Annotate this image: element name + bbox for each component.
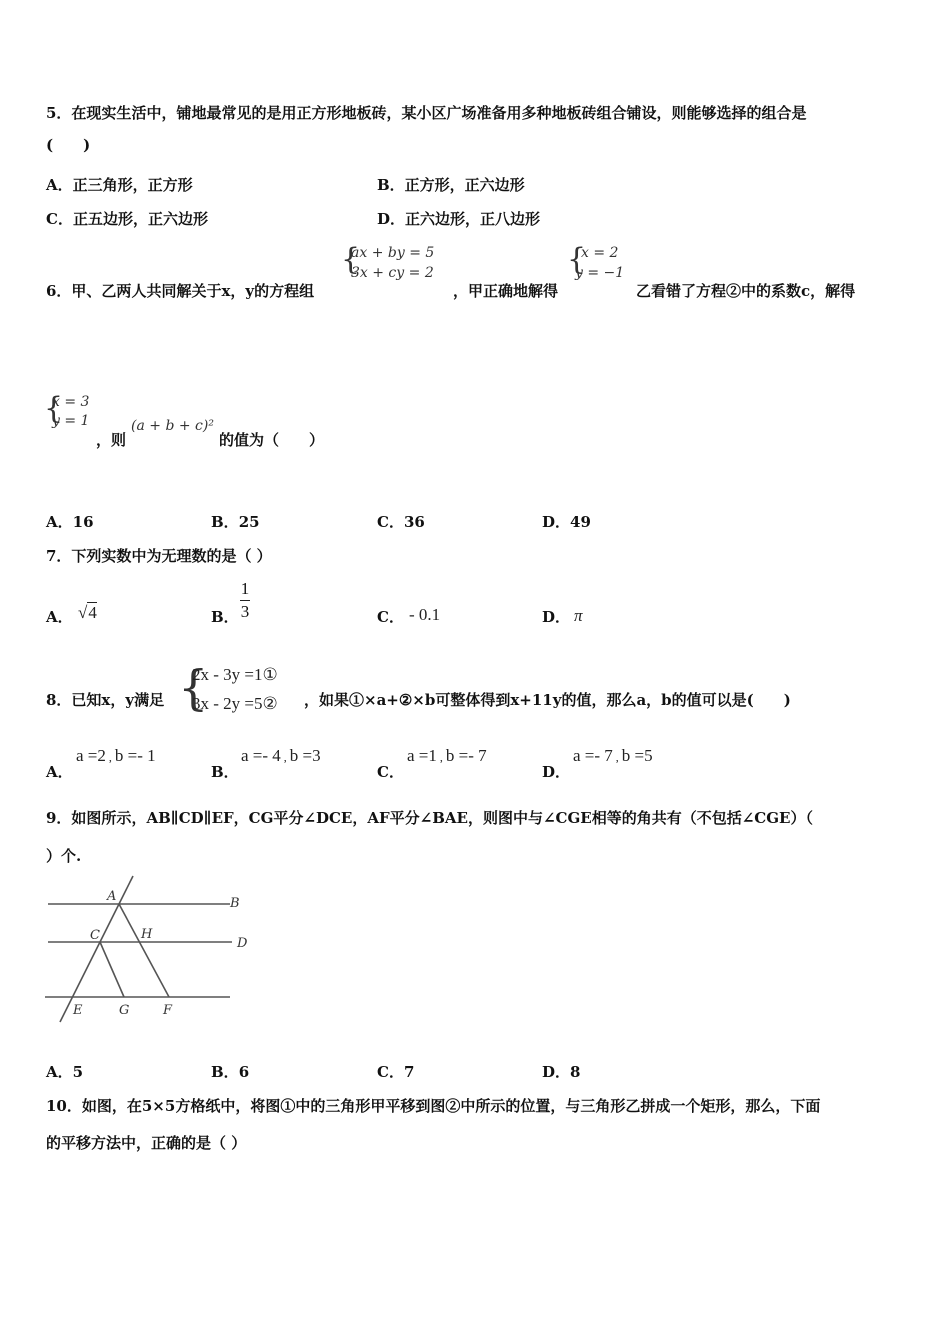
label-e: E (73, 1003, 83, 1018)
label-h: H (141, 927, 153, 942)
q8-stem-part2: ，如果①×a+②×b可整体得到x+11y的值，那么a，b的值可以是( ) (304, 691, 791, 709)
line-ae (60, 876, 133, 1022)
q7-option-b-letter: B． (211, 608, 239, 626)
q8-option-b-letter: B． (211, 763, 239, 781)
line-af (119, 904, 169, 997)
q9-option-c: C．7 (377, 1063, 415, 1081)
q7-option-c-value: - 0.1 (409, 605, 441, 624)
q10-stem-line1: 10．如图，在5×5方格纸中，将图①中的三角形甲平移到图②中所示的位置，与三角形乙拼成一个矩形，那么，下面 (46, 1097, 821, 1115)
q6-option-c: C．36 (377, 513, 425, 531)
q8-eq1: 2x - 3y =1① (192, 665, 278, 684)
q6-stem-part5: 的值为（ ） (219, 431, 325, 449)
label-c: C (90, 928, 100, 943)
q7-option-d-letter: D． (542, 608, 571, 626)
radicand: 4 (88, 603, 97, 622)
q6-equation-system (341, 242, 451, 282)
left-brace: { (341, 242, 361, 277)
q6-stem-part4: ，则 (96, 431, 127, 449)
q5-option-d: D．正六边形，正八边形 (377, 210, 541, 228)
line-cg (100, 942, 124, 997)
q8-eq2: 3x - 2y =5② (192, 694, 278, 713)
q8-option-b-value: a =- 4 , b =3 (241, 746, 321, 765)
q5-option-a: A．正三角形，正方形 (46, 176, 193, 194)
q7-option-b-fraction (240, 579, 250, 622)
left-brace: { (567, 242, 587, 277)
q6-option-a: A．16 (46, 513, 94, 531)
q6-stem-part2: ，甲正确地解得 (453, 282, 559, 300)
q7-stem: 7．下列实数中为无理数的是（ ） (46, 547, 272, 565)
sqrt-symbol: √ (78, 603, 88, 622)
q7-option-d-value: π (574, 606, 583, 625)
label-f: F (163, 1003, 173, 1018)
q8-option-d-value: a =- 7 , b =5 (573, 746, 653, 765)
q7-option-c-letter: C． (377, 608, 404, 626)
q9-option-b: B．6 (211, 1063, 250, 1081)
q6-expression: (a + b + c)² (131, 418, 214, 434)
q7-option-a-sqrt (78, 603, 97, 623)
q9-stem-line2: ）个. (46, 847, 82, 865)
q9-stem-line1: 9．如图所示，AB∥CD∥EF，CG平分∠DCE，AF平分∠BAE，则图中与∠CGE相等的角共有（不包括∠CGE）（ (46, 809, 813, 827)
q6-stem-part1: 6．甲、乙两人共同解关于x，y的方程组 (46, 282, 315, 300)
q6-stem-part3: 乙看错了方程②中的系数c，解得 (636, 282, 856, 300)
denominator: 3 (240, 602, 250, 621)
label-a: A (107, 889, 117, 904)
label-d: D (237, 936, 248, 951)
q6-solution-jia (567, 242, 637, 282)
q5-option-b: B．正方形，正六边形 (377, 176, 525, 194)
q6-solution-yi (44, 391, 104, 431)
q8-option-a-letter: A． (46, 763, 73, 781)
q5-option-c: C．正五边形，正六边形 (46, 210, 208, 228)
sol2-y: y = 1 (52, 413, 90, 429)
system-eq1: ax + by = 5 (351, 245, 435, 261)
q8-stem-part1: 8．已知x，y满足 (46, 691, 165, 709)
q8-option-d-letter: D． (542, 763, 571, 781)
system-eq2: 3x + cy = 2 (351, 265, 434, 281)
label-b: B (230, 896, 240, 911)
q5-answer-paren: ( ) (46, 136, 91, 154)
q10-stem-line2: 的平移方法中，正确的是（ ） (46, 1134, 247, 1152)
sol2-x: x = 3 (52, 394, 90, 410)
q9-option-a: A．5 (46, 1063, 84, 1081)
fraction-bar (240, 600, 250, 601)
sol1-y: y = −1 (575, 265, 625, 281)
numerator: 1 (240, 579, 250, 598)
q7-option-a-letter: A． (46, 608, 73, 626)
q8-equation-system (178, 661, 308, 721)
q9-option-d: D．8 (542, 1063, 581, 1081)
q6-option-d: D．49 (542, 513, 591, 531)
q6-option-b: B．25 (211, 513, 260, 531)
left-brace: { (178, 660, 209, 716)
q8-option-a-value: a =2 , b =- 1 (76, 746, 156, 765)
sol1-x: x = 2 (581, 245, 619, 261)
q9-geometry-figure (40, 868, 260, 1028)
label-g: G (119, 1003, 130, 1018)
left-brace: { (44, 391, 64, 426)
q5-stem: 5．在现实生活中，铺地最常见的是用正方形地板砖，某小区广场准备用多种地板砖组合铺设，则能够选择的组合是 (46, 104, 807, 122)
q8-option-c-value: a =1 , b =- 7 (407, 746, 487, 765)
q8-option-c-letter: C． (377, 763, 404, 781)
